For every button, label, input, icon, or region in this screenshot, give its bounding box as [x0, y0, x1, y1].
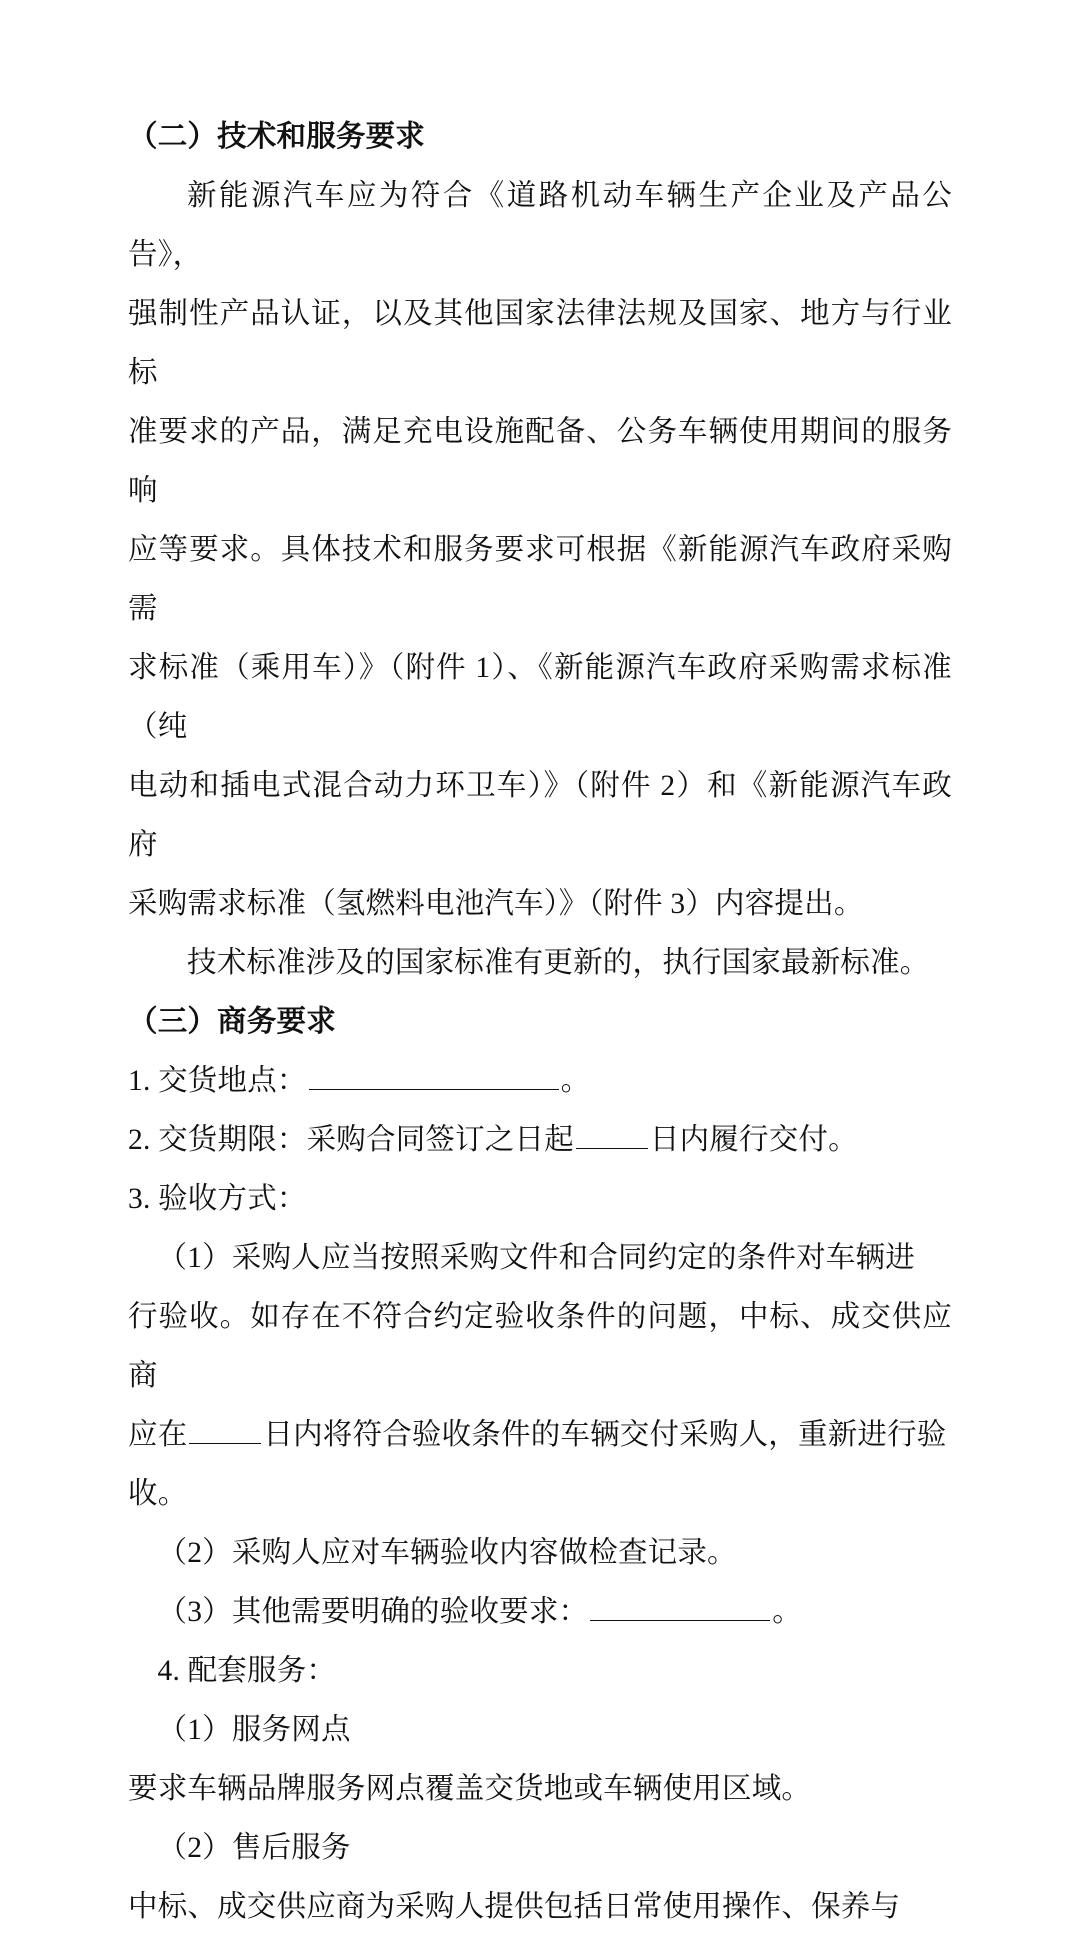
business-item-delivery-location — [128, 1052, 952, 1111]
support-service-sub2: （2）售后服务 — [157, 1832, 351, 1864]
paragraph-tech-line-5: 求标准（乘用车）》（附件 1）、《新能源汽车政府采购需求标准（纯 — [128, 652, 952, 743]
acceptance-sub3 — [128, 1583, 952, 1642]
document-body — [128, 108, 952, 1937]
support-service-sub2-body: 中标、成交供应商为采购人提供包括日常使用操作、保养与 — [128, 1891, 901, 1923]
business-item-support-service-label: 4. 配套服务： — [157, 1655, 337, 1687]
acceptance-sub1-line2: 行验收。如存在不符合约定验收条件的问题，中标、成交供应商 — [128, 1301, 952, 1392]
acceptance-other-suffix: 。 — [772, 1596, 802, 1628]
business-item-delivery-deadline — [128, 1111, 952, 1170]
delivery-deadline-suffix: 日内履行交付。 — [649, 1124, 858, 1156]
paragraph-tech-line-6: 电动和插电式混合动力环卫车）》（附件 2）和《新能源汽车政府 — [128, 770, 952, 861]
paragraph-tech-standard: 技术标准涉及的国家标准有更新的，执行国家最新标准。 — [187, 947, 930, 979]
delivery-deadline-blank[interactable] — [576, 1119, 648, 1150]
acceptance-sub2: （2）采购人应对车辆验收内容做检查记录。 — [157, 1537, 737, 1569]
acceptance-days-suffix: 日内将符合验收条件的车辆交付采购人，重新进行验 — [263, 1419, 947, 1451]
heading-tech-service: （二）技术和服务要求 — [128, 121, 426, 153]
acceptance-other-prefix: （3）其他需要明确的验收要求： — [157, 1596, 589, 1628]
acceptance-days-prefix: 应在 — [128, 1419, 188, 1451]
paragraph-tech-line-7: 采购需求标准（氢燃料电池汽车）》（附件 3）内容提出。 — [128, 888, 864, 920]
acceptance-sub1-line4: 收。 — [128, 1478, 188, 1510]
delivery-location-label: 1. 交货地点： — [128, 1065, 307, 1097]
delivery-location-blank[interactable] — [309, 1060, 559, 1091]
support-service-sub1: （1）服务网点 — [157, 1714, 351, 1746]
paragraph-tech-line-4: 应等要求。具体技术和服务要求可根据《新能源汽车政府采购需 — [128, 534, 952, 625]
acceptance-other-blank[interactable] — [590, 1591, 770, 1622]
paragraph-tech-line-1: 新能源汽车应为符合《道路机动车辆生产企业及产品公告》， — [128, 180, 952, 271]
delivery-deadline-label: 2. 交货期限：采购合同签订之日起 — [128, 1124, 574, 1156]
business-item-acceptance-label: 3. 验收方式： — [128, 1183, 307, 1215]
paragraph-tech-line-2: 强制性产品认证，以及其他国家法律法规及国家、地方与行业标 — [128, 298, 952, 389]
acceptance-sub1-line1: （1）采购人应当按照采购文件和合同约定的条件对车辆进 — [157, 1242, 915, 1274]
paragraph-tech-line-3: 准要求的产品，满足充电设施配备、公务车辆使用期间的服务响 — [128, 416, 952, 507]
delivery-location-suffix: 。 — [560, 1065, 591, 1097]
acceptance-sub1-line3 — [128, 1406, 952, 1465]
acceptance-days-blank[interactable] — [189, 1414, 261, 1445]
support-service-sub1-body: 要求车辆品牌服务网点覆盖交货地或车辆使用区域。 — [128, 1773, 812, 1805]
heading-business: （三）商务要求 — [128, 1006, 336, 1038]
